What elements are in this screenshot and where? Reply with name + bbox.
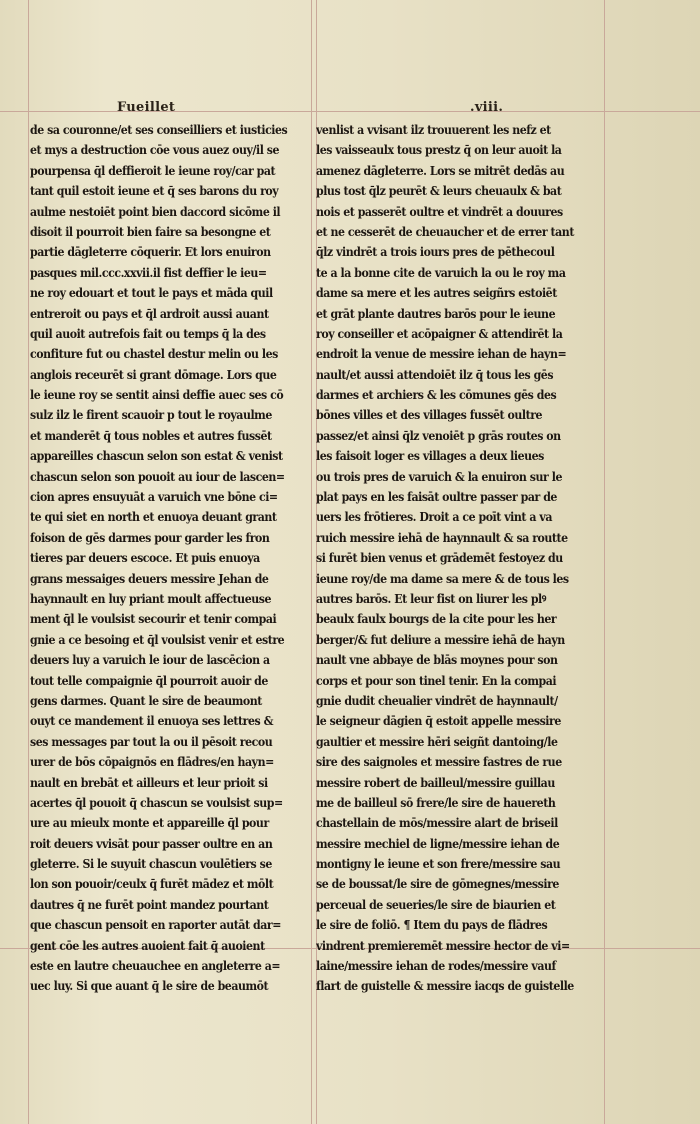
text-line: et grāt plante dautres barōs pour le ieune [316,306,556,321]
text-line: pourpensa q̄l deffieroit le ieune roy/car pat [30,163,276,178]
text-line: deuers luy a varuich le iour de lascēcion a [30,653,270,668]
text-line: de sa couronne/et ses conseilliers et iusticies [30,123,288,137]
text-line: este en lautre cheuauchee en angleterre a= [30,959,281,974]
text-line: ruich messire iehā de haynnault & sa routte [316,530,568,545]
text-line: te a la bonne cite de varuich la ou le roy ma [316,265,566,280]
text-line: aulme nestoiēt point bien daccord sicōme il [30,204,281,219]
text-line: acertes q̄l pouoit q̄ chascun se voulsist sup= [30,795,283,810]
text-line: les vaisseaulx tous prestz q̄ on leur auoit la [316,143,562,158]
text-line: chastellain de mōs/messire alart de briseil [316,816,558,831]
text-line: gnie dudit cheualier vindrēt de haynnault/ [316,693,558,708]
text-line: confiture fut ou chastel destur melin ou les [30,347,278,362]
text-line: gnie a ce besoing et q̄l voulsist venir et estre [30,632,285,647]
text-line: le ieune roy se sentit ainsi deffie auec ses cō [30,388,284,403]
text-line: nois et passerēt oultre et vindrēt a douures [316,204,563,219]
text-line: laine/messire iehan de rodes/messire vauf [316,959,556,974]
text-line: sulz ilz le firent scauoir p tout le royaulme [30,408,272,423]
text-line: ouyt ce mandement il enuoya ses lettres & [30,714,274,729]
margin-rule-right [604,0,605,1124]
text-line: gleterre. Si le suyuit chascun voulētiers se [30,857,272,872]
text-line: perceual de seueries/le sire de biaurien et [316,897,556,912]
text-column-left [30,120,316,997]
text-line: roit deuers vvisāt pour passer oultre en an [30,836,273,851]
text-line: montigny le ieune et son frere/messire sau [316,857,561,872]
text-line: tant quil estoit ieune et q̄ ses barons du roy [30,184,279,199]
text-line: gaultier et messire hēri seigñt dantoing/le [316,734,558,749]
text-line: si furēt bien venus et grādemēt festoyez du [316,551,563,566]
running-head-left: Fueillet [117,100,176,115]
text-line: quil auoit autrefois fait ou temps q̄ la des [30,326,266,341]
text-line: ou trois pres de varuich & la enuiron sur le [316,469,562,484]
text-line: foison de gēs darmes pour garder les fron [30,530,270,545]
text-line: grans messaiges deuers messire Jehan de [30,571,269,586]
text-line: uers les frōtieres. Droit a ce poīt vint a va [316,510,552,525]
text-line: endroit la venue de messire iehan de hayn= [316,347,567,362]
text-line: chascun selon son pouoit au iour de lascen= [30,469,285,484]
text-line: darmes et archiers & les cōmunes gēs des [316,388,557,403]
text-line: flart de guistelle & messire iacqs de guistelle [316,979,574,994]
text-line: appareilles chascun selon son estat & venist [30,449,283,464]
text-line: tout telle compaignie q̄l pourroit auoir de [30,673,268,688]
text-line: ieune roy/de ma dame sa mere & de tous les [316,571,569,586]
text-line: urer de bōs cōpaignōs en flādres/en hayn= [30,755,274,770]
text-line: les faisoit loger es villages a deux lieues [316,449,544,464]
text-line: passez/et ainsi q̄lz venoiēt p grās routes on [316,428,561,443]
text-column-right [316,120,602,997]
text-line: q̄lz vindrēt a trois iours pres de pēthecoul [316,245,555,260]
text-line: lon son pouoir/ceulx q̄ furēt mādez et mōlt [30,877,274,892]
text-line: le seigneur dāgien q̄ estoit appelle messire [316,714,561,729]
margin-rule-left [28,0,29,1124]
running-head-right: .viii. [470,100,504,115]
text-line: le sire de foliō. ¶ Item du pays de flādres [316,918,548,933]
text-line: gent cōe les autres auoient fait q̄ auoient [30,938,265,953]
text-line: ne roy edouart et tout le pays et māda quil [30,286,273,301]
text-line: beaulx faulx bourgs de la cite pour les her [316,612,557,627]
text-line: et mys a destruction cōe vous auez ouy/il se [30,143,280,158]
text-line: ment q̄l le voulsist secourir et tenir compai [30,612,277,627]
text-line: pasques mil.ccc.xxvii.il fist deffier le ieu= [30,265,267,280]
text-line: que chascun pensoit en raporter autāt dar= [30,918,281,933]
text-line: haynnault en luy priant moult affectueuse [30,591,271,606]
text-line: messire mechiel de ligne/messire iehan de [316,836,560,851]
text-line: plat pays en les faisāt oultre passer par de [316,490,557,505]
text-line: te qui siet en north et enuoya deuant grant [30,510,277,525]
text-line: ure au mieulx monte et appareille q̄l pour [30,816,269,831]
text-line: messire robert de bailleul/messire guillau [316,775,555,790]
text-line: dautres q̄ ne furēt point mandez pourtant [30,897,269,912]
text-line: vindrent premieremēt messire hector de vi= [316,938,570,953]
text-line: tieres par deuers escoce. Et puis enuoya [30,551,260,566]
text-line: plus tost q̄lz peurēt & leurs cheuaulx & bat [316,184,562,199]
text-line: et ne cesserēt de cheuaucher et de errer tant [316,224,574,239]
text-line: partie dāgleterre cōquerir. Et lors enuiron [30,245,271,260]
text-line: bōnes villes et des villages fussēt oultre [316,408,543,423]
text-line: se de boussat/le sire de gōmegnes/messire [316,877,559,892]
text-line: nault/et aussi attendoiēt ilz q̄ tous les gēs [316,367,554,382]
text-line: nault en brebāt et ailleurs et leur prioit si [30,775,268,790]
text-line: sire des saignoles et messire fastres de rue [316,755,562,770]
text-line: amenez dāgleterre. Lors se mitrēt dedās au [316,163,565,178]
head-rule [0,111,700,112]
text-line: venlist a vvisant ilz trouuerent les nefz et [316,123,551,137]
text-line: gens darmes. Quant le sire de beaumont [30,693,262,708]
text-line: me de bailleul sō frere/le sire de hauereth [316,795,556,810]
text-line: berger/& fut deliure a messire iehā de hayn [316,632,565,647]
text-line: et manderēt q̄ tous nobles et autres fussēt [30,428,272,443]
text-line: roy conseiller et acōpaigner & attendirēt la [316,326,563,341]
text-line: ses messages par tout la ou il pēsoit recou [30,734,273,749]
text-line: disoit il pourroit bien faire sa besongne et [30,224,271,239]
text-line: dame sa mere et les autres seigñrs estoiēt [316,286,557,301]
text-line: uec luy. Si que auant q̄ le sire de beaumōt [30,979,269,994]
text-line: cion apres ensuyuāt a varuich vne bōne ci= [30,490,278,505]
text-line: anglois receurēt si grant dōmage. Lors que [30,367,277,382]
text-line: autres barōs. Et leur fist on liurer les plꝰ [316,591,546,606]
text-line: nault vne abbaye de blās moynes pour son [316,653,558,668]
text-line: corps et pour son tinel tenir. En la compai [316,673,557,688]
text-line: entreroit ou pays et q̄l ardroit aussi auant [30,306,269,321]
